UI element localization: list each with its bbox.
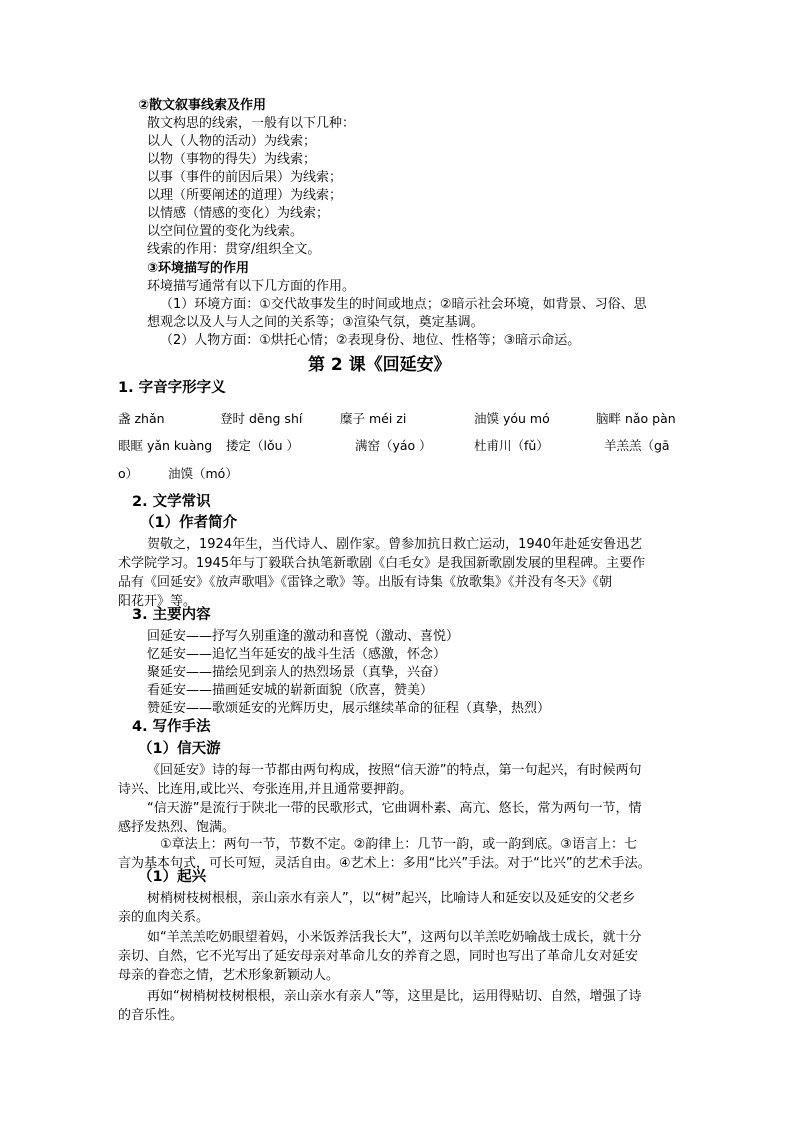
technique-paragraph: 亲切、自然，它不光写出了延安母亲对革命儿女的养育之恩，同时也写出了革命儿女对延安 xyxy=(118,949,639,964)
env-intro: 环境描写通常有以下几方面的作用。 xyxy=(147,279,356,294)
vocab-item: 眼眶 yǎn kuàng xyxy=(118,438,213,453)
technique-paragraph: 母亲的眷恋之情，艺术形象新颖动人。 xyxy=(118,968,340,983)
section-heading-technique: 4. 写作手法 xyxy=(132,719,211,735)
vocab-item: 脑畔 nǎo pàn xyxy=(596,411,676,426)
section-heading-vocab: 1. 字音字形字义 xyxy=(118,380,226,396)
content-item: 回延安——抒写久别重逢的激动和喜悦（激动、喜悦） xyxy=(147,629,460,644)
technique-paragraph: 树梢树枝树根根，亲山亲水有亲人”，以“树”起兴，比喻诗人和延安以及延安的父老乡 xyxy=(147,891,636,906)
vocab-item: 油馍（mó） xyxy=(168,466,238,481)
vocab-item: 糜子 méi zi xyxy=(340,411,407,426)
author-paragraph: 品有《回延安》《放声歌唱》《雷锋之歌》等。出版有诗集《放歌集》《并没有冬天》《朝 xyxy=(118,575,613,590)
vocab-item: 搂定（lǒu ） xyxy=(226,438,300,453)
heading-narrative-clue: ②散文叙事线索及作用 xyxy=(138,98,267,113)
content-item: 看延安——描画延安城的崭新面貌（欣喜，赞美） xyxy=(147,683,434,698)
technique-paragraph: “信天游”是流行于陕北一带的民歌形式，它曲调朴素、高亢、悠长，常为两句一节，情 xyxy=(147,801,642,816)
env-point-1-cont: 想观念以及人与人之间的关系等；③渲染气氛，奠定基调。 xyxy=(147,315,484,330)
vocab-item: 羊羔羔（gā xyxy=(604,438,670,453)
clue-line: 以事（事件的前因后果）为线索； xyxy=(147,170,343,185)
technique-paragraph: ①章法上：两句一节，节数不定。②韵律上：几节一韵，或一韵到底。③语言上：七 xyxy=(160,837,637,852)
technique-paragraph: 感抒发热烈、饱满。 xyxy=(118,820,236,835)
author-paragraph: 术学院学习。1945年与丁毅联合执笔新歌剧《白毛女》是我国新歌剧发展的里程碑。主要作 xyxy=(118,556,646,571)
vocab-item: 油馍 yóu mó xyxy=(474,411,550,426)
section-heading-literature: 2. 文学常识 xyxy=(132,494,211,510)
vocab-item: 盏 zhǎn xyxy=(118,411,165,426)
content-item: 聚延安——描绘见到亲人的热烈场景（真挚，兴奋） xyxy=(147,665,447,680)
vocab-item: 登时 dēng shí xyxy=(220,411,303,426)
clue-line: 以人（人物的活动）为线索； xyxy=(147,134,317,149)
clue-line: 以情感（情感的变化）为线索； xyxy=(147,206,330,221)
vocab-item: 杜甫川（fǔ） xyxy=(474,438,549,453)
author-paragraph: 贺敬之，1924年生，当代诗人、剧作家。曾参加抗日救亡运动，1940年赴延安鲁迅艺 xyxy=(147,537,643,552)
clue-line: 以物（事物的得失）为线索； xyxy=(147,152,317,167)
clue-line: 以空间位置的变化为线索。 xyxy=(147,224,304,239)
env-point-2: （2）人物方面：①烘托心情；②表现身份、地位、性格等；③暗示命运。 xyxy=(160,333,581,348)
env-point-1: （1）环境方面：①交代故事发生的时间或地点；②暗示社会环境，如背景、习俗、思 xyxy=(160,297,647,312)
content-item: 赞延安——歌颂延安的光辉历史，展示继续革命的征程（真挚，热烈） xyxy=(147,701,551,716)
section-heading-content: 3. 主要内容 xyxy=(132,607,211,623)
vocab-item: 满窑（yáo ） xyxy=(355,438,432,453)
lesson-title: 第 2 课《回延安》 xyxy=(308,355,451,375)
clue-line: 以理（所要阐述的道理）为线索； xyxy=(147,188,343,203)
technique-paragraph: 如“羊羔羔吃奶眼望着妈，小米饭养活我长大”，这两句以羊羔吃奶喻战士成长，就十分 xyxy=(147,930,642,945)
clue-line: 散文构思的线索，一般有以下几种： xyxy=(147,116,356,131)
heading-environment: ③环境描写的作用 xyxy=(147,261,250,276)
technique-paragraph: 再如“树梢树枝树根根，亲山亲水有亲人”等，这里是比，运用得贴切、自然，增强了诗 xyxy=(147,989,642,1004)
vocab-item-cont: o） xyxy=(118,466,139,481)
technique-paragraph: 的音乐性。 xyxy=(118,1008,184,1023)
subheading-qixing: （1）起兴 xyxy=(138,869,207,885)
content-item: 忆延安——追忆当年延安的战斗生活（感激，怀念） xyxy=(147,647,447,662)
subheading-author: （1）作者简介 xyxy=(140,515,238,531)
technique-paragraph: 诗兴、比连用,或比兴、夸张连用,并且通常要押韵。 xyxy=(118,782,413,797)
clue-line: 线索的作用：贯穿/组织全文。 xyxy=(147,242,321,257)
technique-paragraph: 亲的血肉关系。 xyxy=(118,910,210,925)
author-paragraph: 阳花开》等。 xyxy=(118,594,197,609)
subheading-xintianyou: （1）信天游 xyxy=(138,741,221,757)
technique-paragraph: 《回延安》诗的每一节都由两句构成，按照“信天游”的特点，第一句起兴，有时候两句 xyxy=(147,763,642,778)
technique-paragraph: 言为基本句式，可长可短，灵活自由。④艺术上：多用“比兴”手法。对于“比兴”的艺术手法。 xyxy=(118,856,651,871)
